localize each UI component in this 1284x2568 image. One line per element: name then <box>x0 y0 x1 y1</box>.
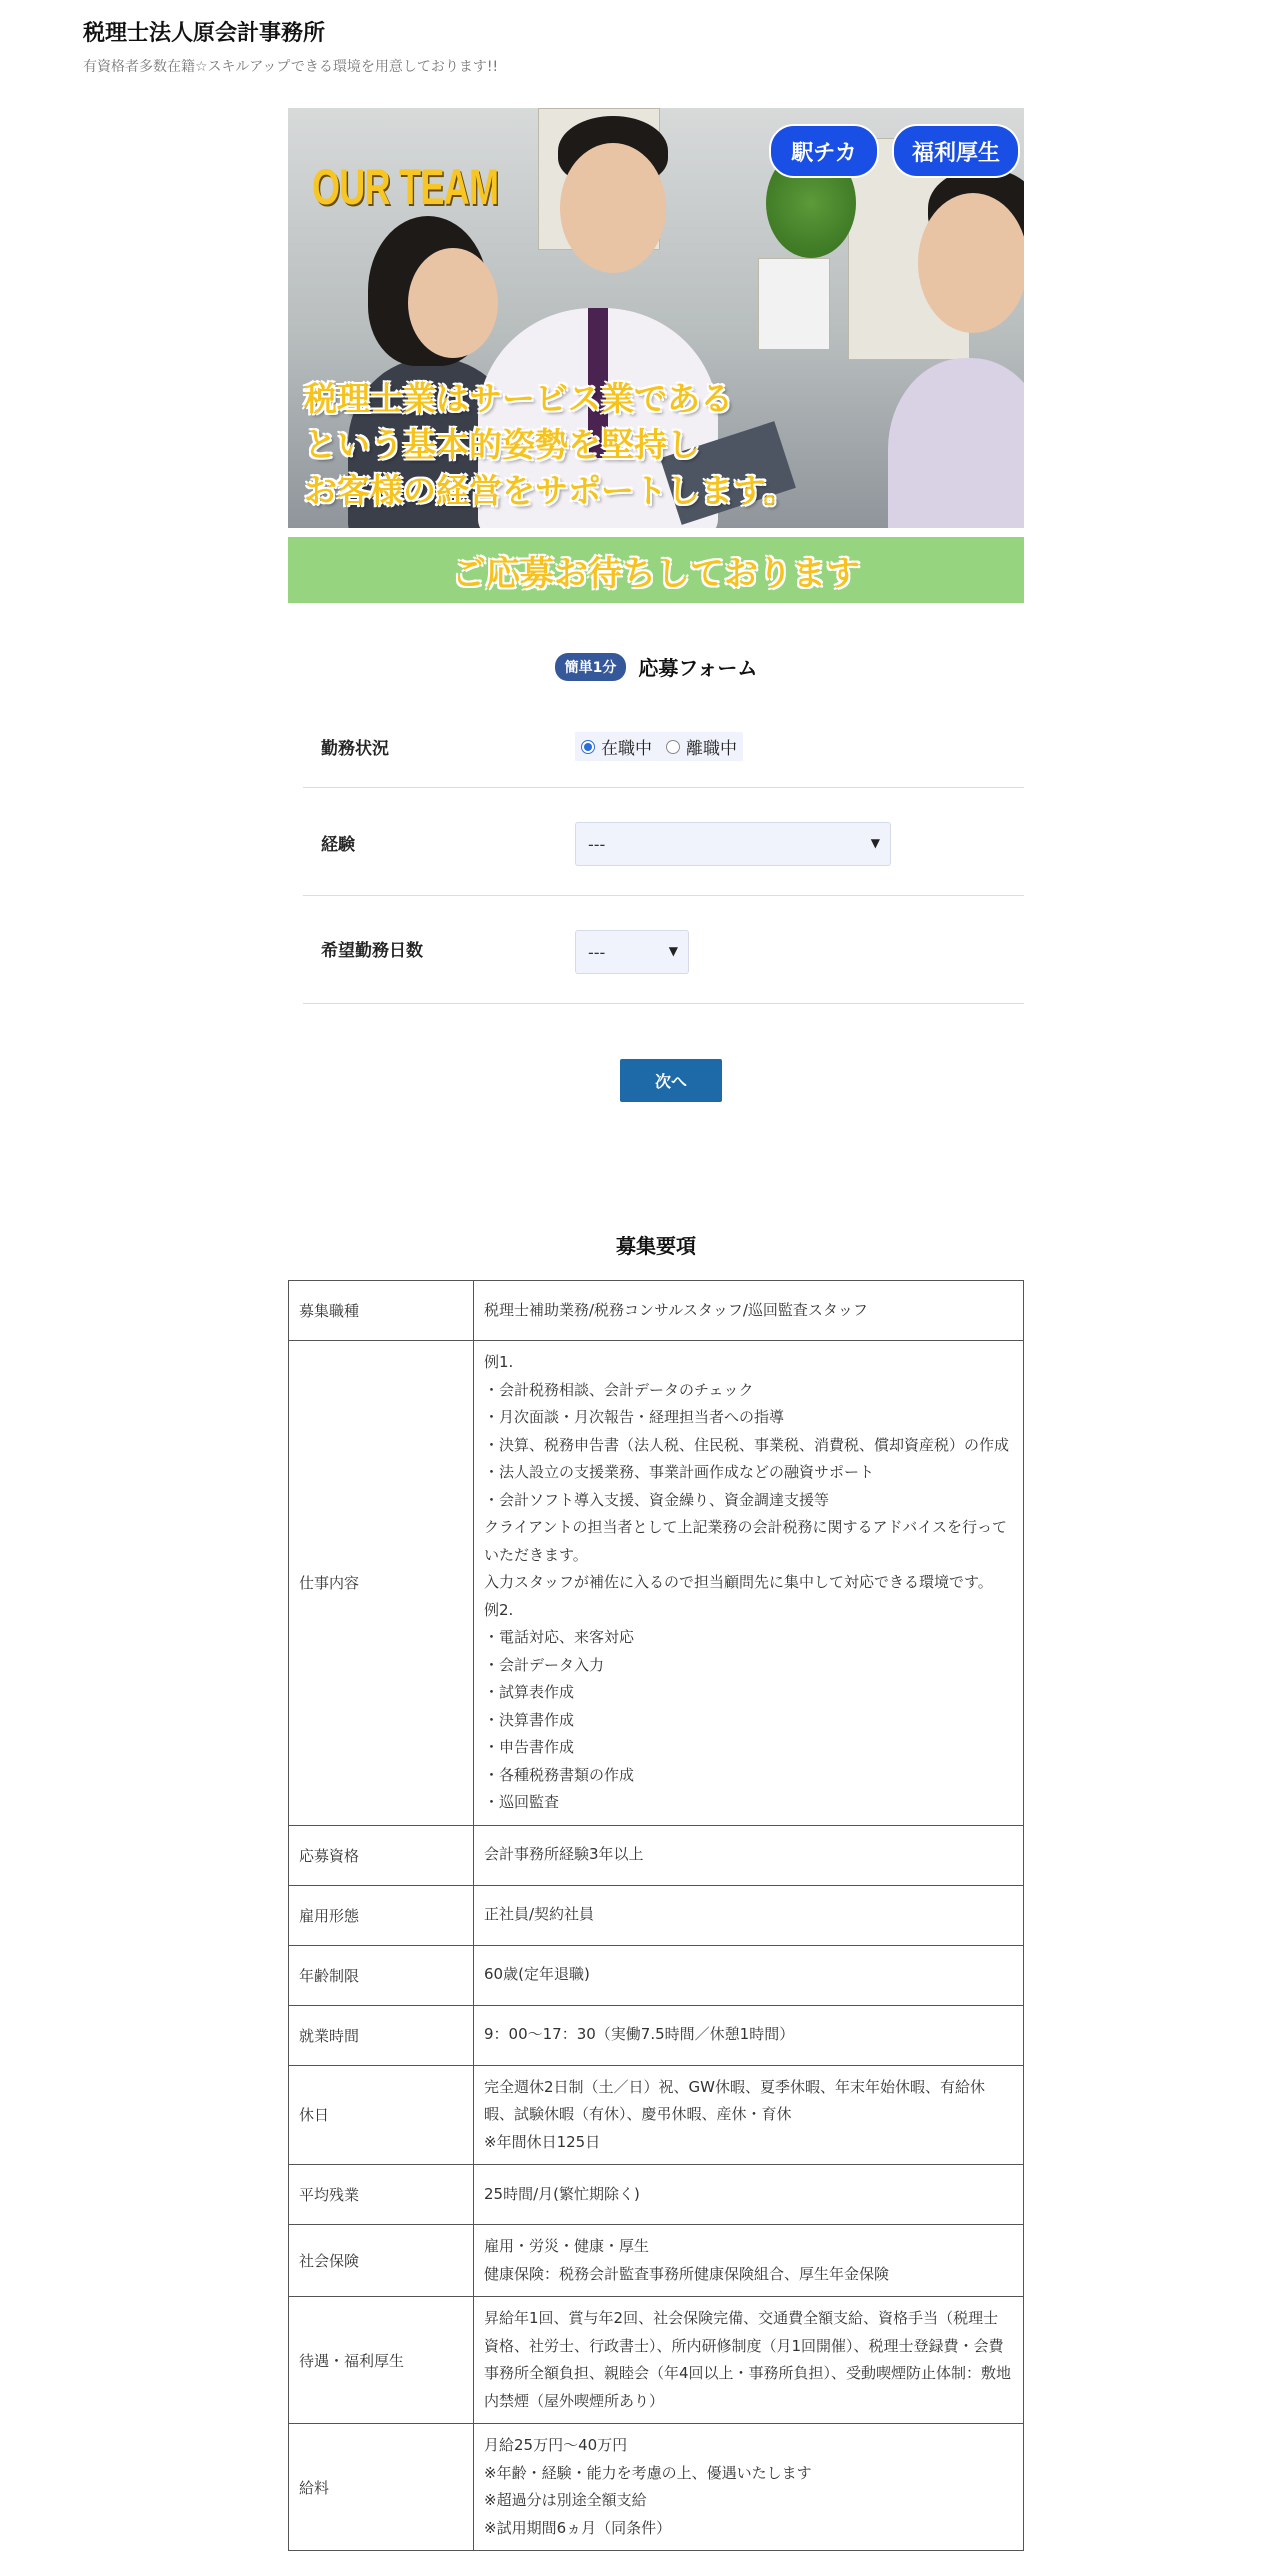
hero-banner <box>288 528 1024 606</box>
next-button[interactable]: 次へ <box>620 1059 722 1102</box>
employment-status-row <box>303 710 1024 788</box>
requirements-value-line: ・会計ソフト導入支援、資金繰り、資金調達支援等 <box>484 1490 830 1509</box>
form-title-text: 応募フォーム <box>638 656 758 680</box>
employment-status-radio-group <box>575 732 743 761</box>
site-header <box>83 18 498 76</box>
requirements-value <box>474 2225 1024 2297</box>
person-right-face <box>918 193 1024 333</box>
requirements-value-line: ・申告書作成 <box>484 1738 575 1756</box>
requirements-key: 給料 <box>289 2424 474 2551</box>
requirements-key: 雇用形態 <box>289 1885 474 1945</box>
requirements-key: 社会保険 <box>289 2225 474 2297</box>
requirements-value-line: 昇給年1回、賞与年2回、社会保険完備、交通費全額支給、資格手当（税理士資格、社労士、行政書士）、所内研修制度（月1回開催）、税理士登録費・会費事務所全額負担、親睦会（年4回以上・事務所負担）、受動喫煙防止体制：敷地内禁煙（屋外喫煙所あり） <box>484 2309 1012 2410</box>
requirements-value <box>474 2165 1024 2225</box>
requirements-row <box>289 2424 1024 2551</box>
requirements-value-line: ・試算表作成 <box>484 1683 575 1701</box>
requirements-value-line: ・各種税務書類の作成 <box>484 1765 635 1784</box>
employment-status-label: 勤務状況 <box>321 739 389 759</box>
requirements-value-line: 健康保険：税務会計監査事務所健康保険組合、厚生年金保険 <box>484 2264 890 2283</box>
requirements-key: 仕事内容 <box>289 1341 474 1826</box>
requirements-value <box>474 1341 1024 1826</box>
quick-badge: 簡単1分 <box>555 653 627 681</box>
requirements-value-line: ・法人設立の支援業務、事業計画作成などの融資サポート <box>484 1463 875 1481</box>
requirements-key: 応募資格 <box>289 1825 474 1885</box>
requirements-key: 就業時間 <box>289 2005 474 2065</box>
requirements-value-line: ・電話対応、来客対応 <box>484 1628 635 1646</box>
requirements-key: 待遇・福利厚生 <box>289 2297 474 2424</box>
requirements-row <box>289 1825 1024 1885</box>
person-left-face <box>408 248 498 358</box>
requirements-value <box>474 1825 1024 1885</box>
requirements-row <box>289 1885 1024 1945</box>
requirements-value-line: 正社員/契約社員 <box>484 1905 595 1924</box>
requirements-value <box>474 1885 1024 1945</box>
requirements-value <box>474 2297 1024 2424</box>
plant-pot <box>758 258 830 350</box>
requirements-value <box>474 2424 1024 2551</box>
radio-unemployed[interactable] <box>666 734 737 759</box>
requirements-value-line: 例1. <box>484 1353 514 1371</box>
requirements-value-line: 入力スタッフが補佐に入るので担当顧問先に集中して対応できる環境です。 <box>484 1573 993 1591</box>
requirements-table <box>288 1280 1024 2551</box>
chevron-down-icon: ▼ <box>668 944 678 958</box>
requirements-row <box>289 1281 1024 1341</box>
desired-days-select[interactable] <box>575 930 689 974</box>
requirements-value-line: ※年齢・経験・能力を考慮の上、優遇いたします <box>484 2463 812 2482</box>
requirements-row <box>289 2005 1024 2065</box>
requirements-value-line: ※年間休日125日 <box>484 2132 601 2151</box>
hero-copy-line: という基本的姿勢を堅持し <box>304 425 700 464</box>
requirements-value-line: 完全週休2日制（土／日）祝、GW休暇、夏季休暇、年末年始休暇、有給休暇、試験休暇（有休）、慶弔休暇、産休・育休 <box>484 2077 986 2123</box>
chevron-down-icon: ▼ <box>870 836 880 850</box>
badge-welfare: 福利厚生 <box>892 124 1020 178</box>
site-title: 税理士法人原会計事務所 <box>83 21 326 46</box>
hero-copy-line: 税理士業はサービス業である <box>304 379 733 418</box>
hero-image <box>288 108 1024 606</box>
site-tagline: 有資格者多数在籍☆スキルアップできる環境を用意しております!! <box>83 59 499 75</box>
hero-copy-line: お客様の経営をサポートします。 <box>304 471 797 510</box>
requirements-row <box>289 1341 1024 1826</box>
requirements-value <box>474 2005 1024 2065</box>
requirements-row <box>289 2165 1024 2225</box>
person-right <box>888 358 1024 548</box>
radio-employed-dot[interactable] <box>581 740 595 754</box>
hero-banner-text: ご応募お待ちしております <box>288 534 1024 603</box>
radio-employed[interactable] <box>581 734 652 759</box>
hero-copy <box>304 376 796 514</box>
requirements-value <box>474 2065 1024 2165</box>
requirements-value-line: ・会計データ入力 <box>484 1655 605 1674</box>
experience-select[interactable] <box>575 822 891 866</box>
requirements-value-line: 会計事務所経験3年以上 <box>484 1845 644 1864</box>
radio-unemployed-dot[interactable] <box>666 740 680 754</box>
requirements-value-line: ・月次面談・月次報告・経理担当者への指導 <box>484 1408 785 1426</box>
requirements-value-line: ・決算書作成 <box>484 1710 575 1729</box>
experience-label: 経験 <box>321 835 355 855</box>
badge-near-station: 駅チカ <box>769 124 879 178</box>
experience-select-value: --- <box>588 834 606 854</box>
requirements-value-line: ・会計税務相談、会計データのチェック <box>484 1380 754 1399</box>
requirements-value-line: ※超過分は別途全額支給 <box>484 2491 647 2509</box>
requirements-key: 募集職種 <box>289 1281 474 1341</box>
form-title <box>288 652 1024 681</box>
requirements-value-line: ・決算、税務申告書（法人税、住民税、事業税、消費税、償却資産税）の作成 <box>484 1435 1010 1454</box>
requirements-value-line: 税理士補助業務/税務コンサルスタッフ/巡回監査スタッフ <box>484 1300 868 1319</box>
requirements-value-line: クライアントの担当者として上記業務の会計税務に関するアドバイスを行っていただきます。 <box>484 1518 1008 1564</box>
requirements-title: 募集要項 <box>616 1234 696 1258</box>
requirements-row <box>289 2065 1024 2165</box>
requirements-value-line: 例2. <box>484 1600 514 1619</box>
person-center-face <box>560 143 666 273</box>
requirements-row <box>289 2225 1024 2297</box>
experience-row <box>303 788 1024 896</box>
desired-days-select-value: --- <box>588 942 606 962</box>
radio-unemployed-label: 離職中 <box>686 739 737 759</box>
requirements-value-line: 月給25万円～40万円 <box>484 2436 628 2454</box>
requirements-value-line: 60歳(定年退職) <box>484 1965 590 1984</box>
our-team-heading: OUR TEAM <box>312 159 499 215</box>
requirements-key: 平均残業 <box>289 2165 474 2225</box>
requirements-value-line: 9：00～17：30（実働7.5時間／休憩1時間） <box>484 2025 795 2044</box>
requirements-key: 年齢制限 <box>289 1945 474 2005</box>
requirements-value <box>474 1281 1024 1341</box>
desired-days-row <box>303 896 1024 1004</box>
requirements-value <box>474 1945 1024 2005</box>
requirements-value-line: 25時間/月(繁忙期除く) <box>484 2184 640 2203</box>
requirements-row <box>289 1945 1024 2005</box>
requirements-value-line: 雇用・労災・健康・厚生 <box>484 2237 650 2255</box>
requirements-value-line: ・巡回監査 <box>484 1793 560 1811</box>
radio-employed-label: 在職中 <box>601 739 652 759</box>
requirements-value-line: ※試用期間6ヵ月（同条件） <box>484 2518 672 2537</box>
requirements-row <box>289 2297 1024 2424</box>
requirements-key: 休日 <box>289 2065 474 2165</box>
desired-days-label: 希望勤務日数 <box>321 941 423 961</box>
